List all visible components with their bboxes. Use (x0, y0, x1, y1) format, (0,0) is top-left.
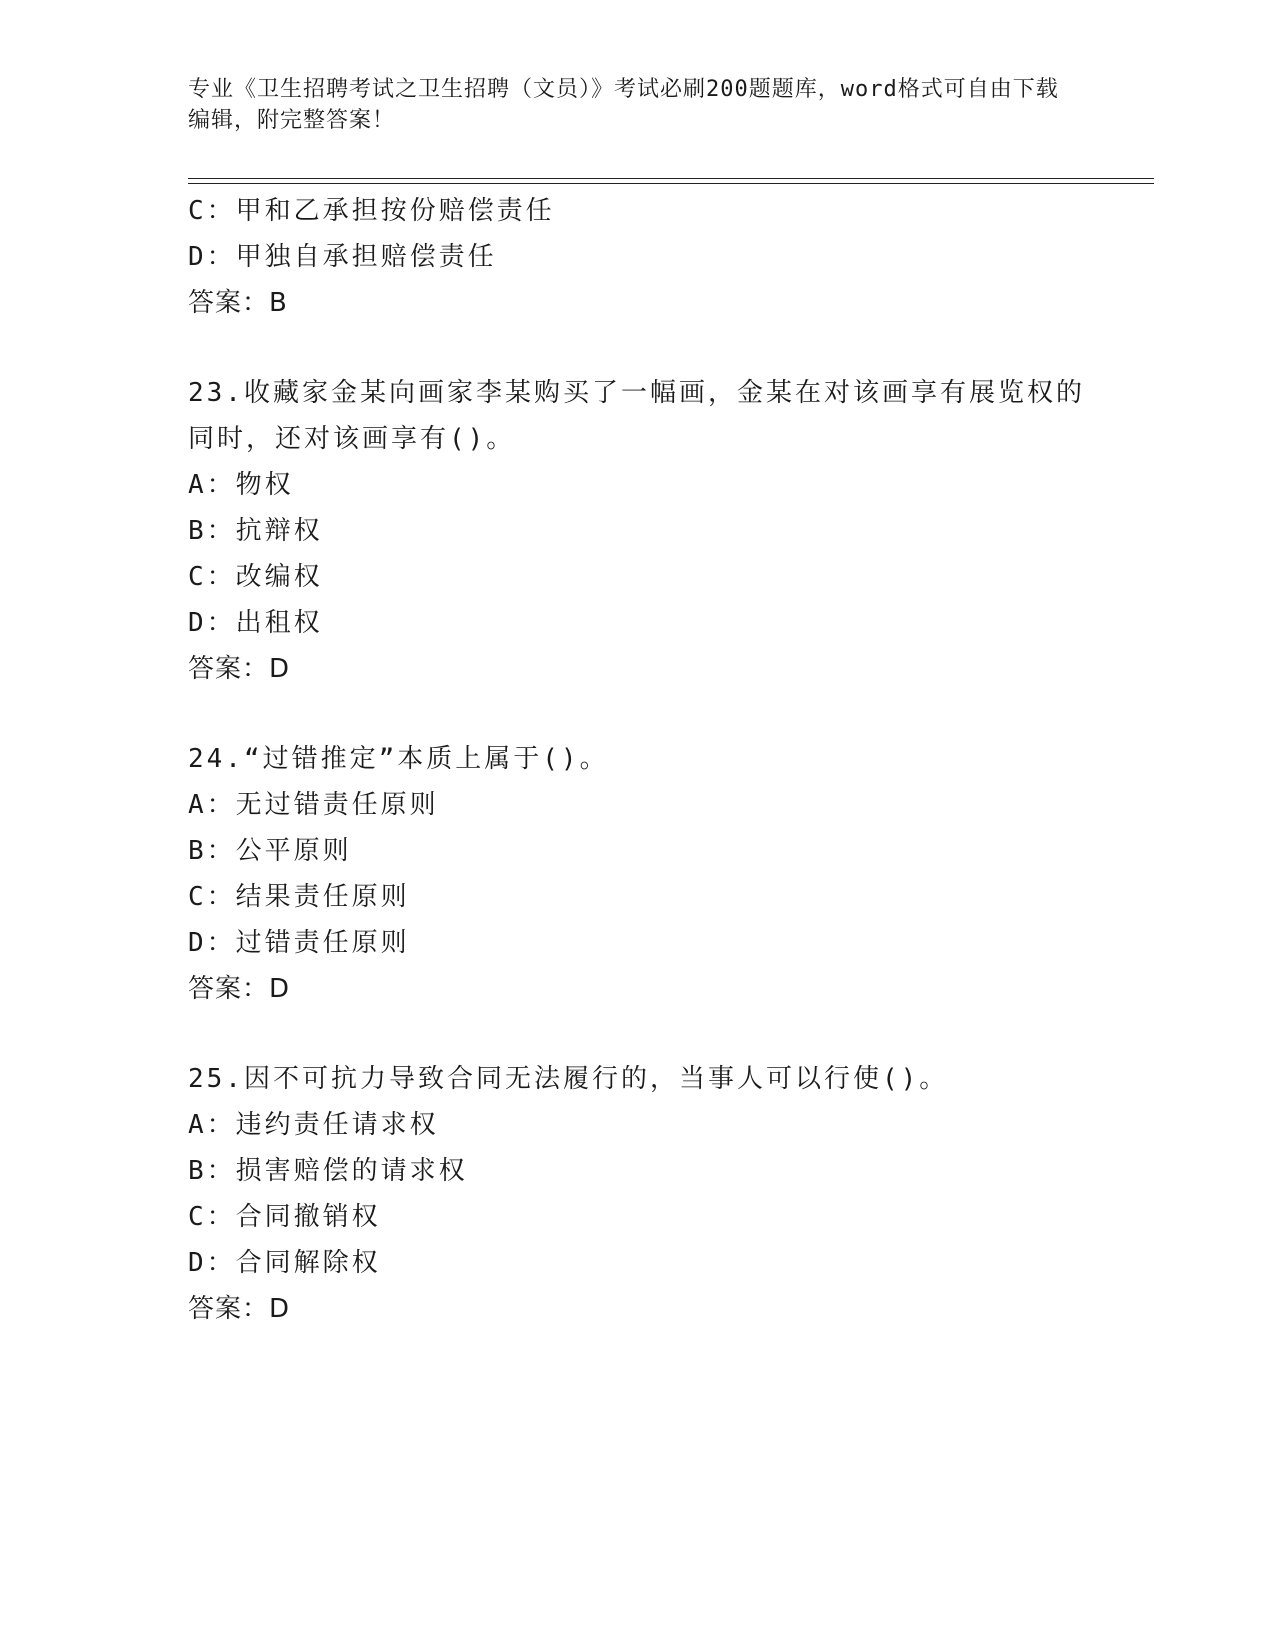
prev-option-d: D：甲独自承担赔偿责任 (188, 242, 497, 272)
question-25 (188, 1056, 1088, 1332)
option-a: A：物权 (188, 470, 294, 500)
option-c: C：改编权 (188, 562, 323, 592)
header-divider-bottom (188, 183, 1154, 184)
header-divider-top (188, 178, 1154, 179)
question-stem: 25.因不可抗力导致合同无法履行的，当事人可以行使()。 (188, 1064, 949, 1094)
option-d: D：过错责任原则 (188, 928, 410, 958)
answer: 答案：D (188, 1294, 291, 1324)
question-24 (188, 736, 1088, 1012)
option-b: B：损害赔偿的请求权 (188, 1156, 468, 1186)
prev-answer: 答案：B (188, 288, 288, 318)
question-stem: 23.收藏家金某向画家李某购买了一幅画，金某在对该画享有展览权的 (188, 378, 1085, 408)
question-stem-cont: 同时，还对该画享有()。 (188, 424, 516, 454)
option-c: C：结果责任原则 (188, 882, 410, 912)
prev-option-c: C：甲和乙承担按份赔偿责任 (188, 196, 555, 226)
option-d: D：合同解除权 (188, 1248, 381, 1278)
answer: 答案：D (188, 974, 291, 1004)
question-23 (188, 370, 1088, 692)
option-b: B：抗辩权 (188, 516, 323, 546)
option-c: C：合同撤销权 (188, 1202, 381, 1232)
option-a: A：无过错责任原则 (188, 790, 439, 820)
document-header: 专业《卫生招聘考试之卫生招聘（文员）》考试必刷200题题库，word格式可自由下载编辑，附完整答案！ (188, 77, 1059, 133)
question-stem: 24.“过错推定”本质上属于()。 (188, 744, 609, 774)
question-list (188, 188, 1088, 1332)
option-d: D：出租权 (188, 608, 323, 638)
answer: 答案：D (188, 654, 291, 684)
option-a: A：违约责任请求权 (188, 1110, 439, 1140)
option-b: B：公平原则 (188, 836, 352, 866)
